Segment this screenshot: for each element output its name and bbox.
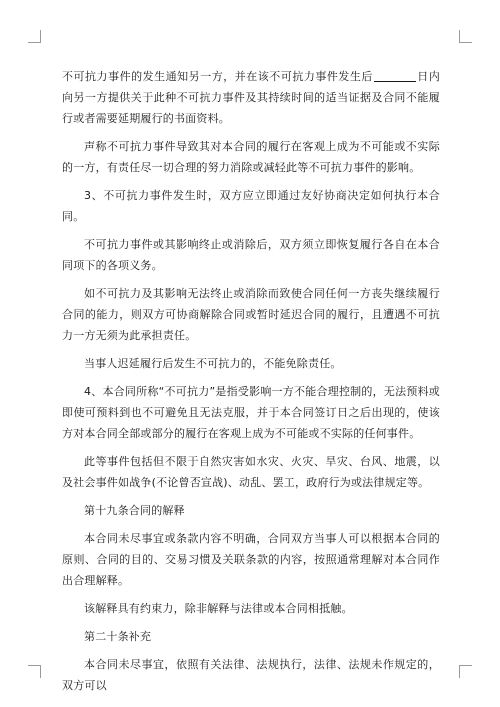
heading-article-20: 第二十条补充 bbox=[84, 630, 152, 643]
paragraph-event-examples: 此等事件包括但不限于自然灾害如水灾、火灾、旱灾、台风、地震，以及社会事件如战争(不论曾否宣战)、动乱、罢工，政府行为或法律规定等。 bbox=[62, 455, 440, 489]
paragraph-clause-3: 3、不可抗力事件发生时，双方应立即通过友好协商决定如何执行本合同。 bbox=[62, 189, 440, 223]
document-body bbox=[62, 66, 440, 703]
paragraph-clause-4-definition: 4、本合同所称“不可抗力”是指受影响一方不能合理控制的，无法预料或即使可预料到也不可避免且无法克服，并于本合同签订日之后出现的，使该方对本合同全部或部分的履行在客观上成为不可能或不实际的任何事件。 bbox=[62, 385, 440, 440]
paragraph-mitigation-duty: 声称不可抗力事件导致其对本合同的履行在客观上成为不可能或不实际的一方，有责任尽一切合理的努力消除或减轻此等不可抗力事件的影响。 bbox=[62, 140, 440, 174]
paragraph-text-after-blank: 日内向另一方提供关于此种不可抗力事件及其持续时间的适当证据及合同不能履行或者需要延期履行的书面资料。 bbox=[62, 70, 440, 125]
paragraph-supplement: 本合同未尽事宜，依照有关法律、法规执行，法律、法规未作规定的，双方可以 bbox=[62, 658, 440, 692]
paragraph-force-majeure-notice bbox=[62, 66, 440, 129]
paragraph-text-before-blank: 不可抗力事件的发生通知另一方，并在该不可抗力事件发生后 bbox=[62, 70, 373, 83]
crop-mark-top-left bbox=[28, 30, 41, 43]
crop-mark-bottom-right bbox=[459, 665, 472, 678]
paragraph-interpretation: 本合同未尽事宜或条款内容不明确，合同双方当事人可以根据本合同的原则、合同的目的、交易习惯及关联条款的内容，按照通常理解对本合同作出合理解释。 bbox=[62, 532, 440, 587]
paragraph-termination-option: 如不可抗力及其影响无法终止或消除而致使合同任何一方丧失继续履行合同的能力，则双方可协商解除合同或暂时延迟合同的履行，且遭遇不可抗力一方无须为此承担责任。 bbox=[62, 287, 440, 342]
crop-mark-bottom-left bbox=[28, 665, 41, 678]
paragraph-resume-obligations: 不可抗力事件或其影响终止或消除后，双方须立即恢复履行各自在本合同项下的各项义务。 bbox=[62, 238, 440, 272]
blank-days-field bbox=[374, 69, 416, 82]
paragraph-binding-effect: 该解释具有约束力，除非解释与法律或本合同相抵触。 bbox=[84, 602, 353, 615]
paragraph-delay-liability: 当事人迟延履行后发生不可抗力的，不能免除责任。 bbox=[84, 357, 342, 370]
heading-article-19: 第十九条合同的解释 bbox=[84, 504, 185, 517]
crop-mark-top-right bbox=[459, 30, 472, 43]
